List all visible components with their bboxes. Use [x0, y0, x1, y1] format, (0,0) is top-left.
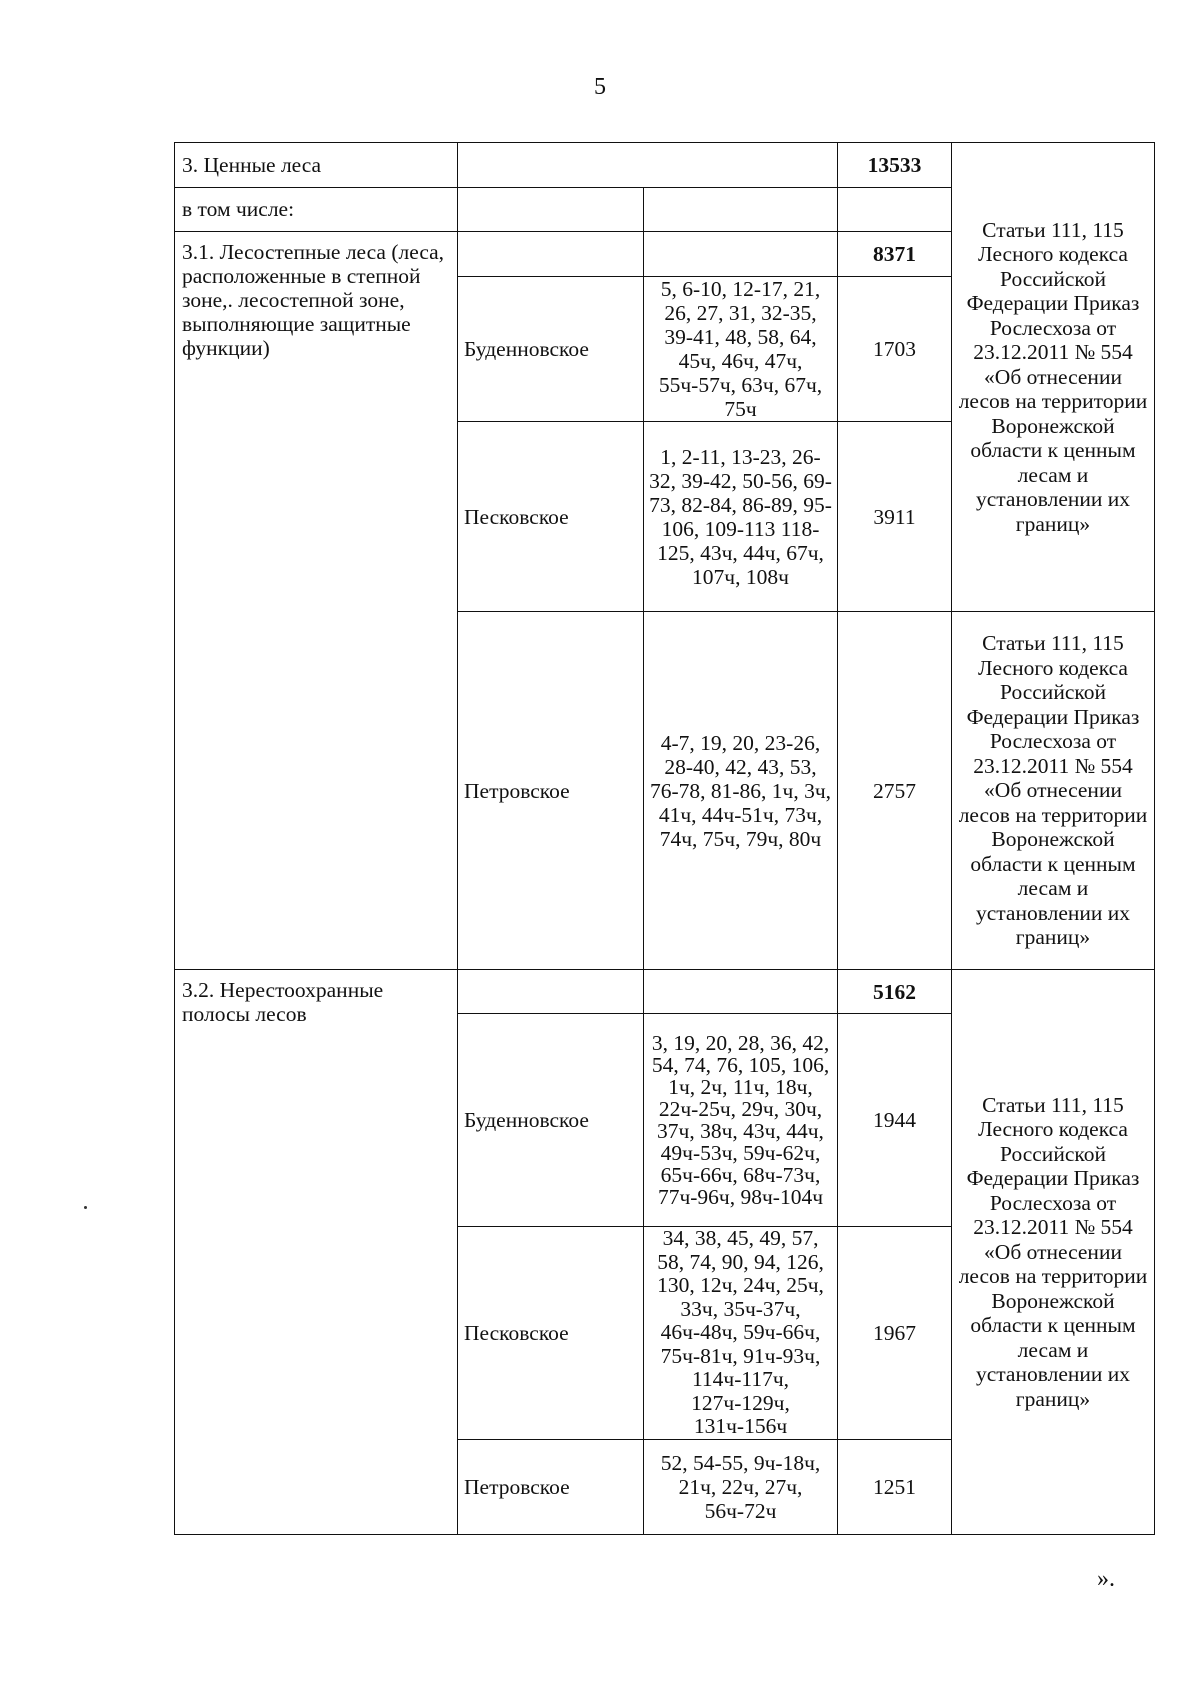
- quarters-cell: 1, 2-11, 13-23, 26-32, 39-42, 50-56, 69-73, 82-84, 86-89, 95-106, 109-113 118-125, 43ч, 44ч, 67ч, 107ч, 108ч: [644, 422, 838, 612]
- empty-cell: [458, 143, 838, 188]
- legal-basis-cell: Статьи 111, 115 Лесного кодекса Российской Федерации Приказ Рослесхоза от 23.12.2011 № 554 «Об отнесении лесов на территории Воронежской области к ценным лесам и установлении их границ»: [952, 143, 1155, 612]
- quarters-cell: 4-7, 19, 20, 23-26, 28-40, 42, 43, 53, 76-78, 81-86, 1ч, 3ч, 41ч, 44ч-51ч, 73ч, 74ч, 75ч, 79ч, 80ч: [644, 612, 838, 970]
- table-row: [175, 143, 1155, 188]
- area-subtotal-cell: 5162: [838, 970, 952, 1014]
- empty-cell: [458, 970, 644, 1014]
- area-cell: 2757: [838, 612, 952, 970]
- district-cell: Песковское: [458, 422, 644, 612]
- page-number: 5: [594, 74, 606, 100]
- legal-basis-cell: Статьи 111, 115 Лесного кодекса Российской Федерации Приказ Рослесхоза от 23.12.2011 № 554 «Об отнесении лесов на территории Воронежской области к ценным лесам и установлении их границ»: [952, 970, 1155, 1535]
- district-cell: Песковское: [458, 1227, 644, 1440]
- empty-cell: [458, 232, 644, 277]
- area-total-cell: 13533: [838, 143, 952, 188]
- area-cell: 1944: [838, 1014, 952, 1227]
- including-cell: в том числе:: [175, 188, 458, 232]
- district-cell: Петровское: [458, 612, 644, 970]
- district-cell: Буденновское: [458, 277, 644, 422]
- area-cell: 1703: [838, 277, 952, 422]
- area-cell: 3911: [838, 422, 952, 612]
- area-cell: 1967: [838, 1227, 952, 1440]
- area-cell: 1251: [838, 1440, 952, 1535]
- district-cell: Буденновское: [458, 1014, 644, 1227]
- empty-cell: [644, 188, 838, 232]
- category-cell: 3.2. Нерестоохранные полосы лесов: [175, 970, 458, 1535]
- empty-cell: [644, 970, 838, 1014]
- empty-cell: [644, 232, 838, 277]
- quarters-cell: 3, 19, 20, 28, 36, 42, 54, 74, 76, 105, 106, 1ч, 2ч, 11ч, 18ч, 22ч-25ч, 29ч, 30ч, 37ч, 38ч, 43ч, 44ч, 49ч-53ч, 59ч-62ч, 65ч-66ч, 68ч-73ч, 77ч-96ч, 98ч-104ч: [644, 1014, 838, 1227]
- legal-basis-cell: Статьи 111, 115 Лесного кодекса Российской Федерации Приказ Рослесхоза от 23.12.2011 № 554 «Об отнесении лесов на территории Воронежской области к ценным лесам и установлении их границ»: [952, 612, 1155, 970]
- quarters-cell: 5, 6-10, 12-17, 21, 26, 27, 31, 32-35, 39-41, 48, 58, 64, 45ч, 46ч, 47ч, 55ч-57ч, 63ч, 67ч, 75ч: [644, 277, 838, 422]
- category-cell: 3.1. Лесостепные леса (леса, расположенные в степной зоне,. лесостепной зоне, выполняющие защитные функции): [175, 232, 458, 970]
- table-row: [175, 970, 1155, 1014]
- quarters-cell: 34, 38, 45, 49, 57, 58, 74, 90, 94, 126, 130, 12ч, 24ч, 25ч, 33ч, 35ч-37ч, 46ч-48ч, 59ч-66ч, 75ч-81ч, 91ч-93ч, 114ч-117ч, 127ч-129ч, 131ч-156ч: [644, 1227, 838, 1440]
- empty-cell: [838, 188, 952, 232]
- scan-dot: [84, 1206, 87, 1209]
- quarters-cell: 52, 54-55, 9ч-18ч, 21ч, 22ч, 27ч, 56ч-72ч: [644, 1440, 838, 1535]
- valuable-forests-table: [174, 142, 1155, 1535]
- category-cell: 3. Ценные леса: [175, 143, 458, 188]
- area-subtotal-cell: 8371: [838, 232, 952, 277]
- district-cell: Петровское: [458, 1440, 644, 1535]
- closing-quote-mark: ».: [1097, 1566, 1115, 1592]
- empty-cell: [458, 188, 644, 232]
